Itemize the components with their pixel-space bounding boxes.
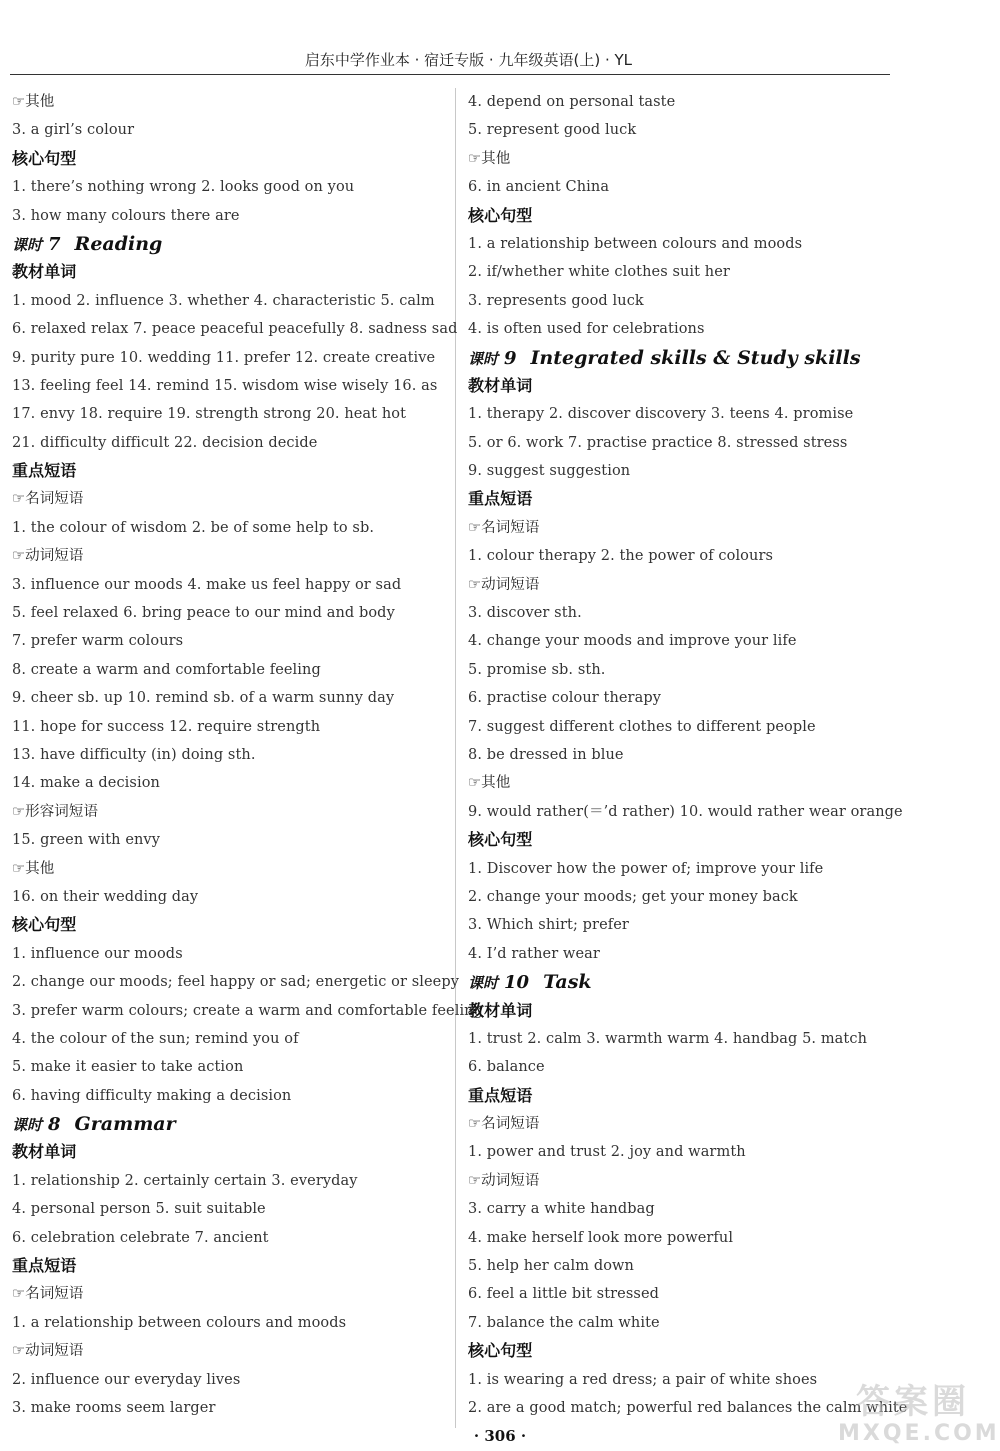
page-number: · 306 · — [473, 1427, 527, 1445]
answer-line: 1. a relationship between colours and moods — [12, 1314, 347, 1331]
answer-line: 6. having difficulty making a decision — [12, 1087, 292, 1104]
answer-line: 4. I’d rather wear — [468, 945, 600, 962]
answer-line: 1. colour therapy 2. the power of colours — [468, 548, 774, 565]
answer-line: 7. prefer warm colours — [12, 633, 184, 650]
subheading: ☞动词短语 — [12, 548, 84, 565]
answer-line: 1. there’s nothing wrong 2. looks good on you — [12, 179, 355, 196]
answer-line: 9. suggest suggestion — [468, 463, 631, 480]
answer-line: 5. make it easier to take action — [12, 1059, 244, 1076]
answer-line: 4. the colour of the sun; remind you of — [12, 1030, 299, 1047]
answer-line: 9. would rather(＝’d rather) 10. would rather wear orange — [468, 803, 903, 820]
answer-line: 14. make a decision — [12, 775, 160, 792]
answer-line: 9. cheer sb. up 10. remind sb. of a warm sunny day — [12, 690, 395, 707]
section-heading: 教材单词 — [468, 1000, 533, 1020]
answer-line: 9. purity pure 10. wedding 11. prefer 12. create creative — [12, 349, 436, 366]
answer-line: 5. feel relaxed 6. bring peace to our mind and body — [12, 605, 395, 622]
answer-line: 3. influence our moods 4. make us feel happy or sad — [12, 576, 402, 593]
answer-line: 5. represent good luck — [468, 122, 637, 139]
answer-line: 3. how many colours there are — [12, 207, 240, 224]
subheading: ☞动词短语 — [12, 1343, 84, 1360]
lesson-name: Task — [543, 971, 592, 994]
section-heading: 重点短语 — [468, 1085, 533, 1105]
answer-line: 7. balance the calm white — [468, 1314, 660, 1331]
answer-line: 6. practise colour therapy — [468, 690, 662, 707]
answer-line: 1. therapy 2. discover discovery 3. teens 4. promise — [468, 406, 854, 423]
section-heading: 教材单词 — [468, 375, 533, 395]
lesson-8-title — [12, 1110, 452, 1138]
answer-line: 2. influence our everyday lives — [12, 1371, 241, 1388]
answer-line: 4. personal person 5. suit suitable — [12, 1201, 266, 1218]
lesson-number: 8 — [48, 1114, 61, 1136]
answer-line: 3. make rooms seem larger — [12, 1399, 216, 1416]
section-heading: 重点短语 — [12, 461, 77, 481]
answer-line: 4. depend on personal taste — [468, 94, 676, 110]
section-heading: 核心句型 — [12, 148, 77, 168]
lesson-label: 课时 — [468, 349, 499, 368]
answer-line: 13. feeling feel 14. remind 15. wisdom wise wisely 16. as — [12, 377, 438, 394]
lesson-label: 课时 — [12, 235, 43, 254]
subheading: ☞其他 — [468, 150, 511, 167]
answer-line: 1. is wearing a red dress; a pair of white shoes — [468, 1371, 818, 1388]
answer-line: 6. in ancient China — [468, 179, 610, 196]
watermark-url: MXQE.COM — [838, 1421, 1000, 1446]
section-heading: 教材单词 — [12, 262, 77, 282]
page-header — [10, 50, 890, 75]
subheading: ☞名词短语 — [12, 1286, 84, 1303]
answer-line: 2. change our moods; feel happy or sad; energetic or sleepy — [12, 974, 460, 991]
answer-line: 1. power and trust 2. joy and warmth — [468, 1144, 746, 1161]
lesson-7-title — [12, 230, 452, 258]
answer-line: 1. a relationship between colours and moods — [468, 235, 803, 252]
answer-line: 6. relaxed relax 7. peace peaceful peacefully 8. sadness sad — [12, 321, 458, 338]
answer-line: 4. change your moods and improve your life — [468, 633, 797, 650]
answer-line: 1. Discover how the power of; improve your life — [468, 860, 824, 877]
subheading: ☞名词短语 — [468, 1116, 540, 1133]
section-heading: 重点短语 — [468, 489, 533, 509]
answer-line: 1. trust 2. calm 3. warmth warm 4. handbag 5. match — [468, 1030, 868, 1047]
subheading: ☞名词短语 — [12, 491, 84, 508]
answer-line: 3. a girl’s colour — [12, 122, 135, 139]
answer-line: 6. celebration celebrate 7. ancient — [12, 1229, 269, 1246]
lesson-number: 7 — [48, 233, 61, 255]
answer-line: 4. is often used for celebrations — [468, 321, 705, 338]
section-heading: 核心句型 — [468, 830, 533, 850]
section-heading: 核心句型 — [468, 205, 533, 225]
subheading: ☞名词短语 — [468, 519, 540, 536]
lesson-label: 课时 — [468, 974, 499, 993]
section-heading: 教材单词 — [12, 1142, 77, 1162]
answer-line: 7. suggest different clothes to different people — [468, 718, 816, 735]
answer-line: 16. on their wedding day — [12, 888, 199, 905]
answer-line: 1. relationship 2. certainly certain 3. everyday — [12, 1172, 358, 1189]
subheading-other: ☞其他 — [12, 94, 55, 110]
answer-line: 15. green with envy — [12, 832, 161, 849]
subheading: ☞其他 — [468, 775, 511, 792]
section-heading: 核心句型 — [468, 1341, 533, 1361]
answer-line: 8. create a warm and comfortable feeling — [12, 661, 321, 678]
section-heading: 核心句型 — [12, 915, 77, 935]
lesson-name: Grammar — [74, 1113, 176, 1136]
lesson-label: 课时 — [12, 1116, 43, 1135]
answer-line: 3. Which shirt; prefer — [468, 917, 629, 934]
header-title: 启东中学作业本 · 宿迁专版 · 九年级英语(上) · YL — [304, 51, 632, 69]
lesson-name: Reading — [74, 232, 163, 255]
answer-line: 3. carry a white handbag — [468, 1201, 655, 1218]
subheading: ☞动词短语 — [468, 1172, 540, 1189]
right-column — [468, 88, 908, 1422]
answer-line: 2. change your moods; get your money back — [468, 888, 798, 905]
answer-line: 1. influence our moods — [12, 945, 183, 962]
answer-line: 1. the colour of wisdom 2. be of some help to sb. — [12, 519, 375, 536]
column-divider — [455, 88, 456, 1428]
answer-line: 3. discover sth. — [468, 605, 582, 622]
watermark-text: 答案圈 — [856, 1382, 970, 1422]
answer-line: 11. hope for success 12. require strength — [12, 718, 321, 735]
lesson-name: Integrated skills & Study skills — [530, 346, 861, 369]
lesson-9-title — [468, 344, 908, 372]
watermark-logo — [838, 1382, 1000, 1448]
answer-line: 6. balance — [468, 1059, 545, 1076]
answer-line: 1. mood 2. influence 3. whether 4. characteristic 5. calm — [12, 292, 435, 309]
answer-line: 2. are a good match; powerful red balances the calm white — [468, 1399, 908, 1416]
answer-line: 6. feel a little bit stressed — [468, 1286, 660, 1303]
answer-line: 4. make herself look more powerful — [468, 1229, 734, 1246]
answer-line: 3. represents good luck — [468, 292, 644, 309]
answer-line: 5. help her calm down — [468, 1258, 634, 1275]
lesson-number: 10 — [504, 972, 530, 994]
subheading: ☞形容词短语 — [12, 803, 99, 820]
answer-line: 21. difficulty difficult 22. decision decide — [12, 434, 318, 451]
section-heading: 重点短语 — [12, 1256, 77, 1276]
subheading: ☞动词短语 — [468, 576, 540, 593]
answer-line: 17. envy 18. require 19. strength strong 20. heat hot — [12, 406, 407, 423]
answer-line: 5. promise sb. sth. — [468, 661, 606, 678]
subheading: ☞其他 — [12, 860, 55, 877]
answer-line: 8. be dressed in blue — [468, 746, 624, 763]
lesson-number: 9 — [504, 347, 517, 369]
lesson-10-title — [468, 968, 908, 996]
left-column — [12, 88, 483, 1422]
answer-line: 13. have difficulty (in) doing sth. — [12, 746, 256, 763]
answer-line: 2. if/whether white clothes suit her — [468, 264, 730, 281]
answer-line: 3. prefer warm colours; create a warm and comfortable feeling — [12, 1002, 483, 1019]
answer-line: 5. or 6. work 7. practise practice 8. stressed stress — [468, 434, 848, 451]
